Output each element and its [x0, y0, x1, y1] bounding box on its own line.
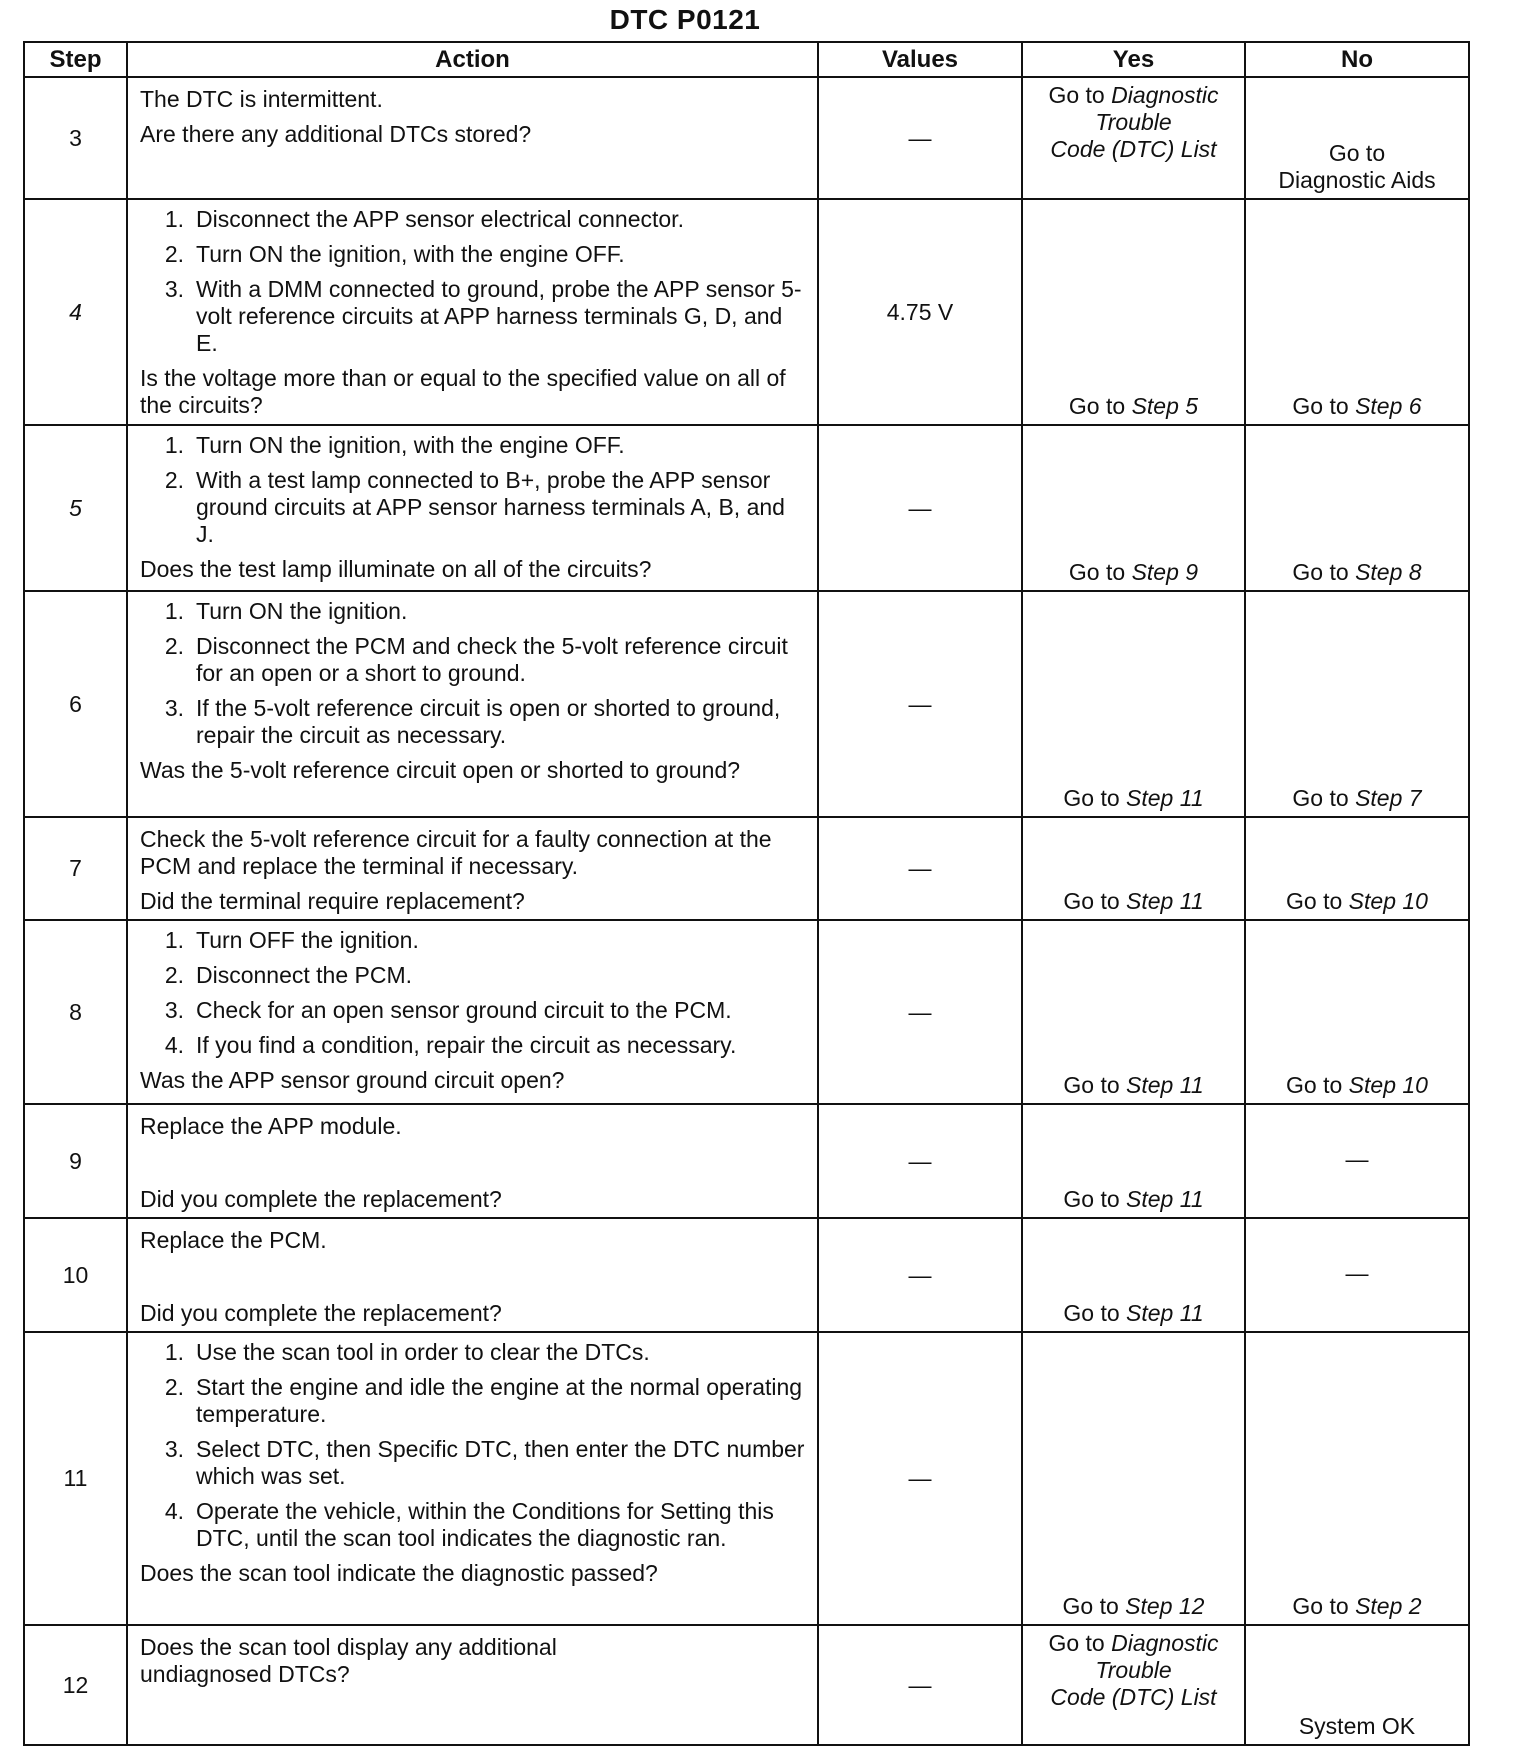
instruction-item: 2. Start the engine and idle the engine at the normal operating temperature.: [164, 1374, 803, 1427]
header-action: Action: [127, 42, 818, 77]
action-question: Does the scan tool indicate the diagnostic passed?: [140, 1560, 658, 1586]
action-cell: [127, 1332, 818, 1625]
no-link[interactable]: Step 6: [1355, 393, 1422, 419]
header-no: No: [1245, 42, 1469, 77]
no-cell: Go to Step 10: [1245, 920, 1469, 1104]
value-cell: —: [818, 817, 1022, 920]
no-cell: [1245, 77, 1469, 199]
yes-link[interactable]: Trouble: [1095, 1657, 1172, 1683]
value-cell: —: [818, 1625, 1022, 1745]
instruction-item: 4. Operate the vehicle, within the Conditions for Setting this DTC, until the scan tool indicates the diagnostic ran.: [164, 1498, 774, 1551]
instruction-item: 2. Disconnect the PCM and check the 5-volt reference circuit for an open or a short to ground.: [164, 633, 788, 686]
action-cell: [127, 920, 818, 1104]
diagnostic-table: [23, 41, 1470, 1746]
step-number: 5: [24, 425, 127, 591]
table-row: [24, 817, 1469, 920]
table-row: [24, 1332, 1469, 1625]
no-cell: Go to Step 7: [1245, 591, 1469, 817]
action-question: Did you complete the replacement?: [140, 1186, 502, 1212]
action-cell: [127, 1218, 818, 1332]
action-question: Did the terminal require replacement?: [140, 888, 525, 914]
header-row: [24, 42, 1469, 77]
table-row: [24, 1104, 1469, 1218]
instruction-item: 2. Turn ON the ignition, with the engine OFF.: [164, 241, 625, 267]
action-question: Are there any additional DTCs stored?: [140, 121, 532, 147]
table-row: [24, 920, 1469, 1104]
table-row: [24, 199, 1469, 425]
yes-link[interactable]: Step 11: [1126, 785, 1204, 811]
yes-link[interactable]: Diagnostic: [1111, 82, 1219, 108]
instruction-item: 2. With a test lamp connected to B+, probe the APP sensor ground circuits at APP sensor harness terminals A, B, and J.: [164, 467, 785, 547]
no-link[interactable]: Step 8: [1355, 559, 1422, 585]
yes-link[interactable]: Step 11: [1126, 1072, 1204, 1098]
value-cell: —: [818, 591, 1022, 817]
action-intro: Replace the APP module.: [140, 1113, 402, 1139]
yes-link[interactable]: Trouble: [1095, 109, 1172, 135]
yes-cell: Go to Step 11: [1022, 817, 1245, 920]
action-cell: [127, 199, 818, 425]
page-title: DTC P0121: [609, 4, 761, 35]
value-cell: —: [818, 920, 1022, 1104]
value-cell: —: [818, 1332, 1022, 1625]
value-cell: —: [818, 425, 1022, 591]
table-row: [24, 1218, 1469, 1332]
action-question: Does the scan tool display any additional undiagnosed DTCs?: [140, 1634, 557, 1687]
yes-link[interactable]: Step 12: [1125, 1593, 1205, 1619]
yes-link[interactable]: Step 11: [1126, 1186, 1204, 1212]
step-number: 12: [24, 1625, 127, 1745]
instruction-list: [140, 927, 809, 1059]
value-cell: —: [818, 1104, 1022, 1218]
no-goto: Go to: [1328, 140, 1386, 166]
action-cell: [127, 817, 818, 920]
step-number: 7: [24, 817, 127, 920]
no-link[interactable]: Step 7: [1355, 785, 1422, 811]
step-number: 8: [24, 920, 127, 1104]
instruction-list: [140, 432, 809, 548]
table-row: [24, 1625, 1469, 1745]
instruction-item: 3. Select DTC, then Specific DTC, then enter the DTC number which was set.: [164, 1436, 805, 1489]
no-link[interactable]: Step 10: [1348, 888, 1428, 914]
instruction-item: 1. Turn OFF the ignition.: [164, 927, 419, 953]
header-values: Values: [818, 42, 1022, 77]
yes-link[interactable]: Step 5: [1131, 393, 1199, 419]
header-yes: Yes: [1022, 42, 1245, 77]
no-cell: Go to Step 6: [1245, 199, 1469, 425]
action-question: Does the test lamp illuminate on all of the circuits?: [140, 556, 652, 582]
yes-goto: Go to: [1048, 1630, 1112, 1656]
action-intro: The DTC is intermittent.: [140, 86, 383, 112]
instruction-item: 1. Turn ON the ignition.: [164, 598, 408, 624]
no-cell: —: [1245, 1104, 1469, 1218]
instruction-list: [140, 206, 809, 357]
step-number: 11: [24, 1332, 127, 1625]
no-cell: —: [1245, 1218, 1469, 1332]
yes-cell: Go to Step 12: [1022, 1332, 1245, 1625]
instruction-item: 3. If the 5-volt reference circuit is open or shorted to ground, repair the circuit as necessary.: [164, 695, 781, 748]
yes-link[interactable]: Code (DTC) List: [1050, 136, 1217, 162]
action-cell: [127, 1104, 818, 1218]
table-row: [24, 425, 1469, 591]
table-row: [24, 591, 1469, 817]
step-number: 4: [24, 199, 127, 425]
yes-cell: Go to Step 5: [1022, 199, 1245, 425]
no-cell: Go to Step 10: [1245, 817, 1469, 920]
action-question: Is the voltage more than or equal to the specified value on all of the circuits?: [140, 365, 786, 418]
yes-link[interactable]: Step 11: [1126, 888, 1204, 914]
no-link[interactable]: Step 10: [1348, 1072, 1428, 1098]
no-cell: System OK: [1245, 1625, 1469, 1745]
action-question: Did you complete the replacement?: [140, 1300, 502, 1326]
yes-cell: Go to Step 11: [1022, 591, 1245, 817]
value-cell: —: [818, 1218, 1022, 1332]
instruction-item: 4. If you find a condition, repair the circuit as necessary.: [164, 1032, 737, 1058]
yes-link[interactable]: Diagnostic: [1111, 1630, 1219, 1656]
table-row: [24, 77, 1469, 199]
no-cell: Go to Step 2: [1245, 1332, 1469, 1625]
action-cell: [127, 1625, 818, 1745]
no-link[interactable]: Diagnostic Aids: [1278, 167, 1436, 193]
step-number: 10: [24, 1218, 127, 1332]
no-link[interactable]: Step 2: [1355, 1593, 1422, 1619]
yes-cell: Go to Step 11: [1022, 1104, 1245, 1218]
yes-link[interactable]: Code (DTC) List: [1050, 1684, 1217, 1710]
yes-cell: [1022, 77, 1245, 199]
yes-link[interactable]: Step 11: [1126, 1300, 1204, 1326]
value-cell: —: [818, 77, 1022, 199]
instruction-item: 2. Disconnect the PCM.: [164, 962, 413, 988]
yes-link[interactable]: Step 9: [1131, 559, 1199, 585]
action-intro: Replace the PCM.: [140, 1227, 327, 1253]
instruction-item: 1. Turn ON the ignition, with the engine OFF.: [164, 432, 625, 458]
action-cell: [127, 425, 818, 591]
step-number: 3: [24, 77, 127, 199]
instruction-item: 3. With a DMM connected to ground, probe the APP sensor 5-volt reference circuits at APP harness terminals G, D, and E.: [164, 276, 802, 356]
action-cell: [127, 591, 818, 817]
action-question: Was the APP sensor ground circuit open?: [140, 1067, 565, 1093]
instruction-item: 1. Disconnect the APP sensor electrical connector.: [164, 206, 684, 232]
instruction-item: 3. Check for an open sensor ground circuit to the PCM.: [164, 997, 732, 1023]
no-cell: Go to Step 8: [1245, 425, 1469, 591]
instruction-item: 1. Use the scan tool in order to clear the DTCs.: [164, 1339, 650, 1365]
yes-cell: Go to Step 11: [1022, 1218, 1245, 1332]
action-cell: [127, 77, 818, 199]
yes-cell: Go to Step 9: [1022, 425, 1245, 591]
instruction-list: [140, 598, 809, 749]
action-intro: Check the 5-volt reference circuit for a faulty connection at the PCM and replace the terminal if necessary.: [140, 826, 772, 879]
yes-cell: Go to Step 11: [1022, 920, 1245, 1104]
instruction-list: [140, 1339, 809, 1552]
yes-cell: [1022, 1625, 1245, 1745]
step-number: 9: [24, 1104, 127, 1218]
step-number: 6: [24, 591, 127, 817]
header-step: Step: [24, 42, 127, 77]
value-cell: 4.75 V: [818, 199, 1022, 425]
yes-goto: Go to: [1048, 82, 1112, 108]
action-question: Was the 5-volt reference circuit open or shorted to ground?: [140, 757, 741, 783]
